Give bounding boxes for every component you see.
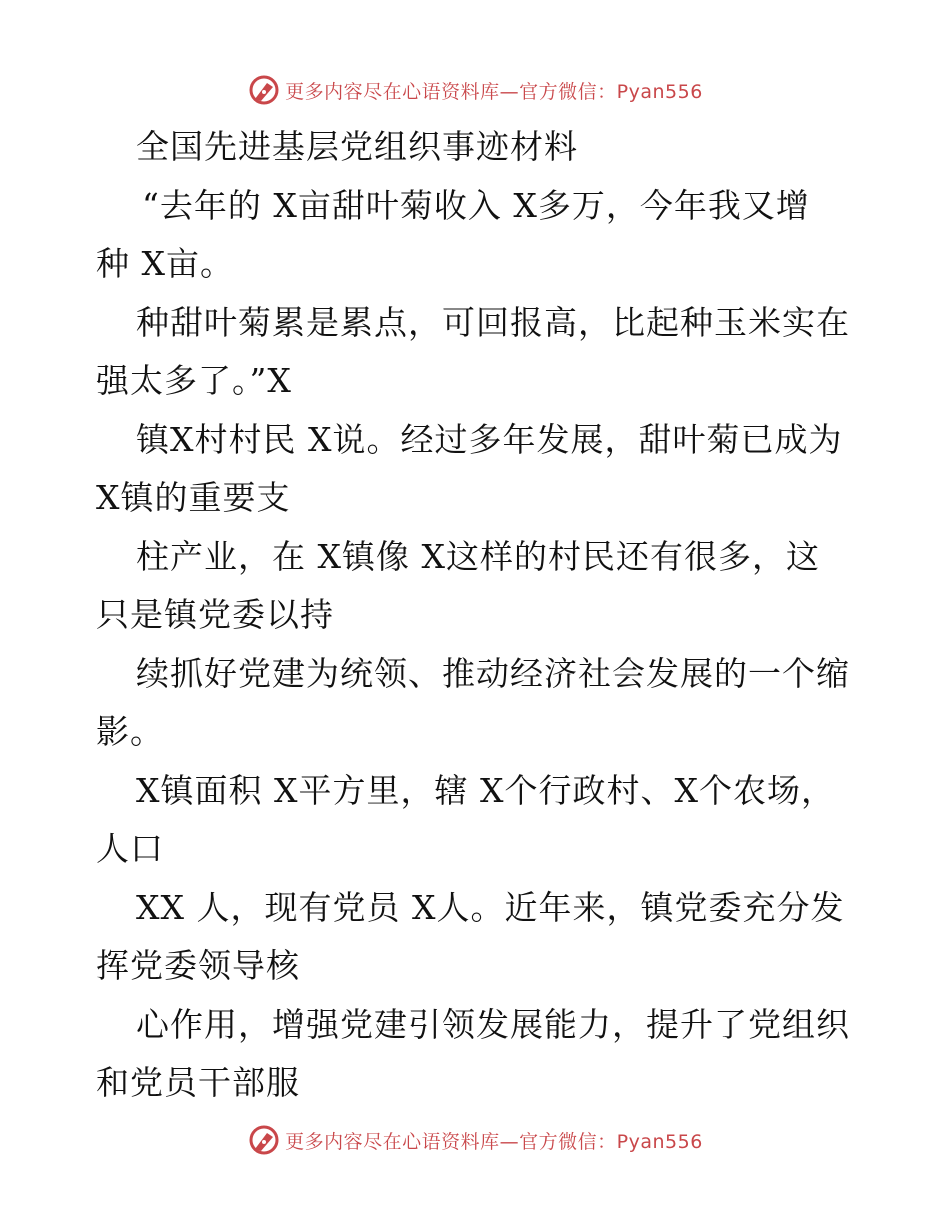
text-line: 强太多了。”X [96, 361, 292, 400]
text-line: 和党员干部服 [96, 1063, 300, 1102]
text-line: “去年的 X亩甜叶菊收入 X多万，今年我又增 [142, 185, 810, 225]
text-line: 心作用，增强党建引领发展能力，提升了党组织 [136, 1004, 850, 1044]
document-body [96, 118, 856, 1113]
text-line: XX 人，现有党员 X人。近年来，镇党委充分发 [136, 887, 845, 927]
text-line: 续抓好党建为统领、推动经济社会发展的一个缩 [136, 653, 850, 693]
header-watermark-banner [0, 70, 950, 110]
text-line: 影。 [96, 712, 164, 751]
text-line: X镇面积 X平方里，辖 X个行政村、X个农场， [136, 770, 835, 810]
text-line: 只是镇党委以持 [96, 595, 334, 634]
text-line: 种 X亩。 [96, 244, 234, 283]
pen-nib-logo-icon [247, 73, 281, 107]
document-title-line: 全国先进基层党组织事迹材料 [136, 127, 578, 166]
header-banner-text: 更多内容尽在心语资料库—官方微信：Pyan556 [285, 80, 703, 103]
footer-watermark-banner [0, 1120, 950, 1160]
text-line: 人口 [96, 829, 164, 868]
text-line: 种甜叶菊累是累点，可回报高，比起种玉米实在 [136, 302, 850, 342]
text-line: X镇的重要支 [96, 478, 291, 517]
text-line: 柱产业，在 X镇像 X这样的村民还有很多，这 [136, 536, 820, 576]
text-line: 挥党委领导核 [96, 946, 300, 985]
pen-nib-logo-icon [247, 1123, 281, 1157]
footer-banner-text: 更多内容尽在心语资料库—官方微信：Pyan556 [285, 1130, 703, 1153]
text-line: 镇X村村民 X说。经过多年发展，甜叶菊已成为 [136, 419, 843, 459]
